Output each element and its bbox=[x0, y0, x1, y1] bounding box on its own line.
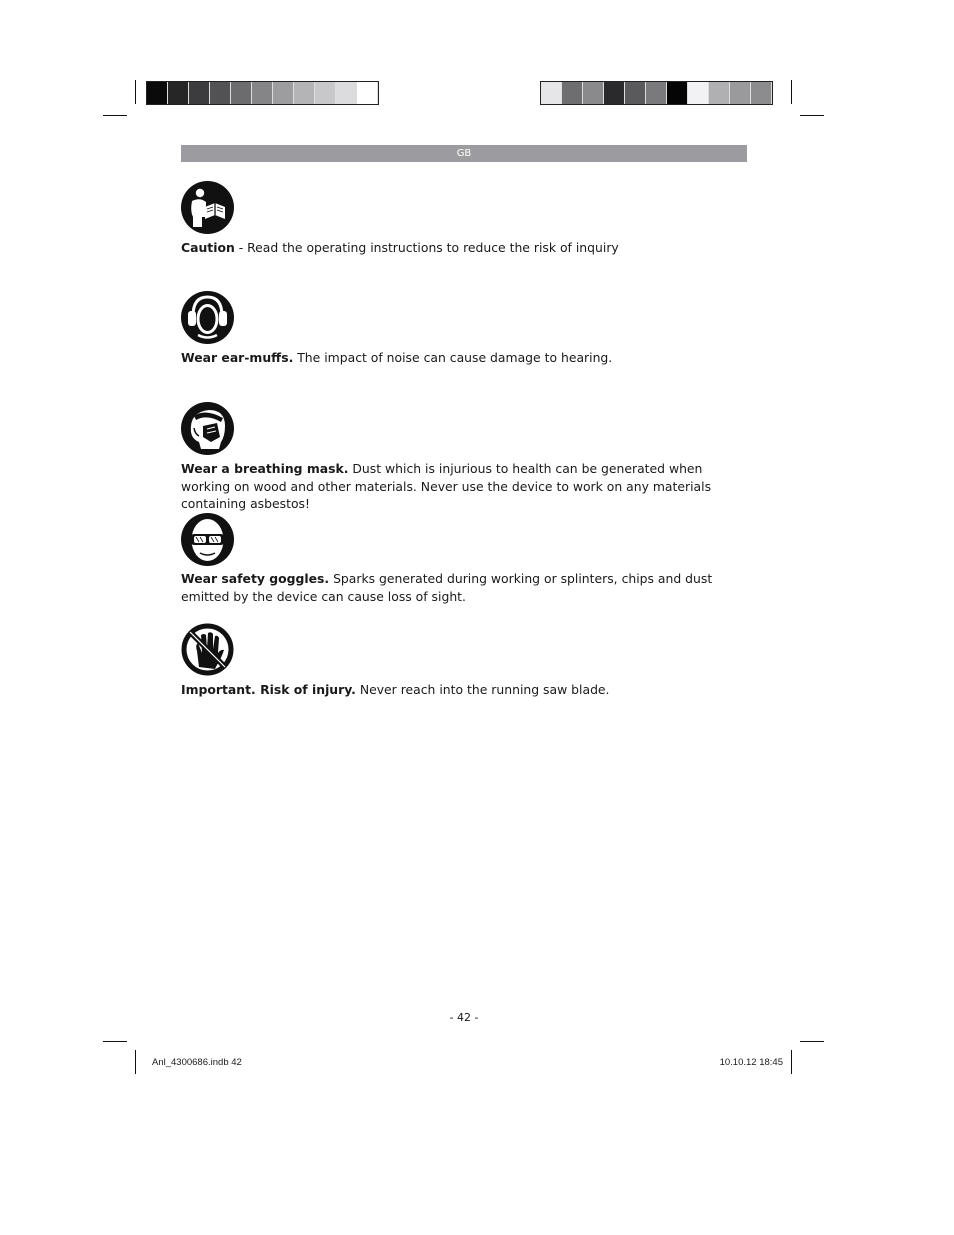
warning-risk-of-injury bbox=[181, 681, 747, 699]
warning-text: Sparks generated during working or splinters, chips and dust emitted by the device can cause loss of sight. bbox=[181, 571, 713, 604]
color-swatch bbox=[336, 82, 357, 104]
warning-safety-goggles bbox=[181, 570, 747, 605]
color-swatch bbox=[667, 82, 688, 104]
color-swatch bbox=[231, 82, 252, 104]
warning-breathing-mask bbox=[181, 460, 747, 513]
color-swatch bbox=[210, 82, 231, 104]
color-swatch bbox=[625, 82, 646, 104]
color-swatch bbox=[357, 82, 378, 104]
crop-mark bbox=[800, 115, 824, 116]
color-swatch bbox=[147, 82, 168, 104]
color-swatch bbox=[604, 82, 625, 104]
color-calibration-bar-right bbox=[540, 81, 773, 105]
safety-goggles-icon bbox=[181, 513, 234, 566]
color-swatch bbox=[294, 82, 315, 104]
color-swatch bbox=[168, 82, 189, 104]
warning-title: Important. Risk of injury. bbox=[181, 682, 356, 697]
color-swatch bbox=[709, 82, 730, 104]
warning-text: The impact of noise can cause damage to hearing. bbox=[293, 350, 613, 365]
color-swatch bbox=[583, 82, 604, 104]
color-calibration-bar-left bbox=[146, 81, 379, 105]
crop-mark bbox=[103, 115, 127, 116]
color-swatch bbox=[252, 82, 273, 104]
crop-mark bbox=[135, 80, 136, 104]
color-swatch bbox=[730, 82, 751, 104]
language-tag: GB bbox=[456, 148, 472, 159]
crop-mark bbox=[800, 1041, 824, 1042]
crop-mark bbox=[103, 1041, 127, 1042]
color-swatch bbox=[541, 82, 562, 104]
color-swatch bbox=[562, 82, 583, 104]
ear-muffs-icon bbox=[181, 291, 234, 344]
page-number: - 42 - bbox=[449, 1011, 479, 1024]
warning-title: Caution bbox=[181, 240, 235, 255]
warning-text: - Read the operating instructions to reduce the risk of inquiry bbox=[234, 240, 619, 255]
color-swatch bbox=[688, 82, 709, 104]
color-swatch bbox=[646, 82, 667, 104]
warning-title: Wear a breathing mask. bbox=[181, 461, 349, 476]
warning-caution bbox=[181, 239, 747, 257]
crop-mark bbox=[135, 1050, 136, 1074]
read-manual-icon bbox=[181, 181, 234, 234]
color-swatch bbox=[273, 82, 294, 104]
language-header-bar bbox=[181, 145, 747, 162]
color-swatch bbox=[315, 82, 336, 104]
color-swatch bbox=[189, 82, 210, 104]
color-swatch bbox=[751, 82, 772, 104]
no-hand-icon bbox=[181, 623, 234, 676]
warning-ear-muffs bbox=[181, 349, 747, 367]
file-name-slug: Anl_4300686.indb 42 bbox=[152, 1057, 242, 1068]
crop-mark bbox=[791, 1050, 792, 1074]
warning-title: Wear safety goggles. bbox=[181, 571, 330, 586]
warning-text: Never reach into the running saw blade. bbox=[355, 682, 610, 697]
crop-mark bbox=[791, 80, 792, 104]
breathing-mask-icon bbox=[181, 402, 234, 455]
warning-title: Wear ear-muffs. bbox=[181, 350, 294, 365]
print-date-slug: 10.10.12 18:45 bbox=[719, 1057, 783, 1068]
warning-text: Dust which is injurious to health can be generated when working on wood and other materials. Never use the device to work on any materials containing asbestos! bbox=[181, 461, 712, 511]
